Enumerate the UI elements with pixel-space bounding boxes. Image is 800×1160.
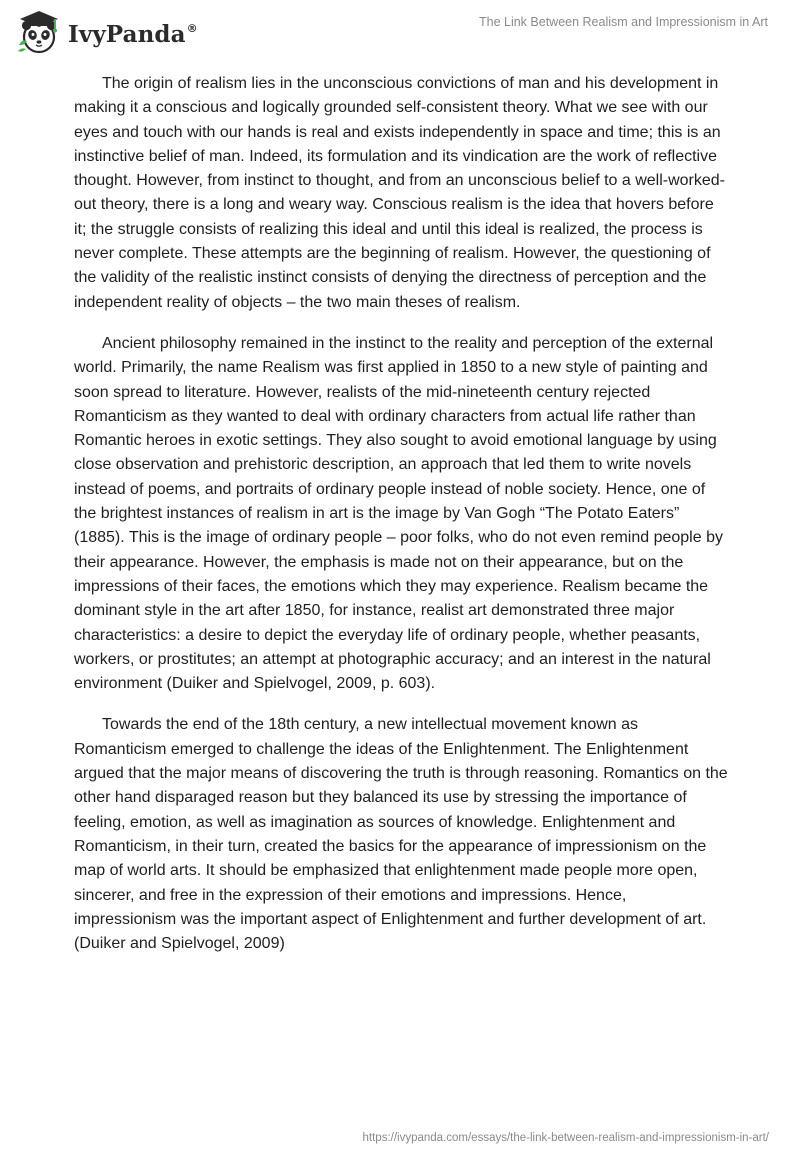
brand-name: IvyPanda® (68, 20, 198, 48)
paragraph: The origin of realism lies in the unconscious convictions of man and his development in making it a conscious and logically grounded self-consistent theory. What we see with our eyes and touch with our hands is real and exists independently in space and time; this is an instinctive belief of man. Indeed, its formulation and its vindication are the work of reflective thought. However, from instinct to thought, and from an unconscious belief to a well-worked-out theory, there is a long and weary way. Conscious realism is the idea that hovers before it; the struggle consists of realizing this ideal and until this ideal is realized, the process is never complete. These attempts are the beginning of realism. However, the questioning of the validity of the realistic instinct consists of denying the directness of perception and the independent reality of objects – the two main theses of realism. (74, 75, 726, 311)
source-url[interactable]: https://ivypanda.com/essays/the-link-between-realism-and-impressionism-in-art/ (362, 1132, 769, 1144)
registered-mark: ® (186, 21, 198, 35)
paragraph: Ancient philosophy remained in the instinct to the reality and perception of the external world. Primarily, the name Realism was first applied in 1850 to a new style of painting and soon spread to literature. However, realists of the mid-nineteenth century rejected Romanticism as they wanted to deal with ordinary characters from actual life rather than Romantic heroes in exotic settings. They also sought to avoid emotional language by using close observation and prehistoric description, an approach that led them to write novels instead of poems, and portraits of ordinary people instead of noble society. Hence, one of the brightest instances of realism in art is the image by Van Gogh “The Potato Eaters” (1885). This is the image of ordinary people – poor folks, who do not even remind people by their appearance. However, the emphasis is made not on their appearance, but on the impressions of their faces, the emotions which they may experience. Realism became the dominant style in the art after 1850, for instance, realist art demonstrated three major characteristics: a desire to depict the everyday life of ordinary people, whether peasants, workers, or prostitutes; an attempt at photographic accuracy; and an interest in the natural environment (Duiker and Spielvogel, 2009, p. 603). (74, 334, 723, 693)
essay-body (74, 72, 728, 973)
graduation-panda-icon (14, 8, 64, 58)
ivypanda-logo[interactable] (14, 8, 198, 58)
page-header (0, 0, 800, 64)
paragraph: Towards the end of the 18th century, a new intellectual movement known as Romanticism emerged to challenge the ideas of the Enlightenment. The Enlightenment argued that the major means of discovering the truth is through reasoning. Romantics on the other hand disparaged reason but they balanced its use by stressing the importance of feeling, emotion, as well as imagination as sources of knowledge. Enlightenment and Romanticism, in their turn, created the basics for the appearance of impressionism on the map of world arts. It should be emphasized that enlightenment made people more open, sincerer, and free in the expression of their emotions and impressions. Hence, impressionism was the important aspect of Enlightenment and further development of art. (Duiker and Spielvogel, 2009) (74, 716, 728, 953)
document-title: The Link Between Realism and Impressionism in Art (478, 15, 768, 29)
